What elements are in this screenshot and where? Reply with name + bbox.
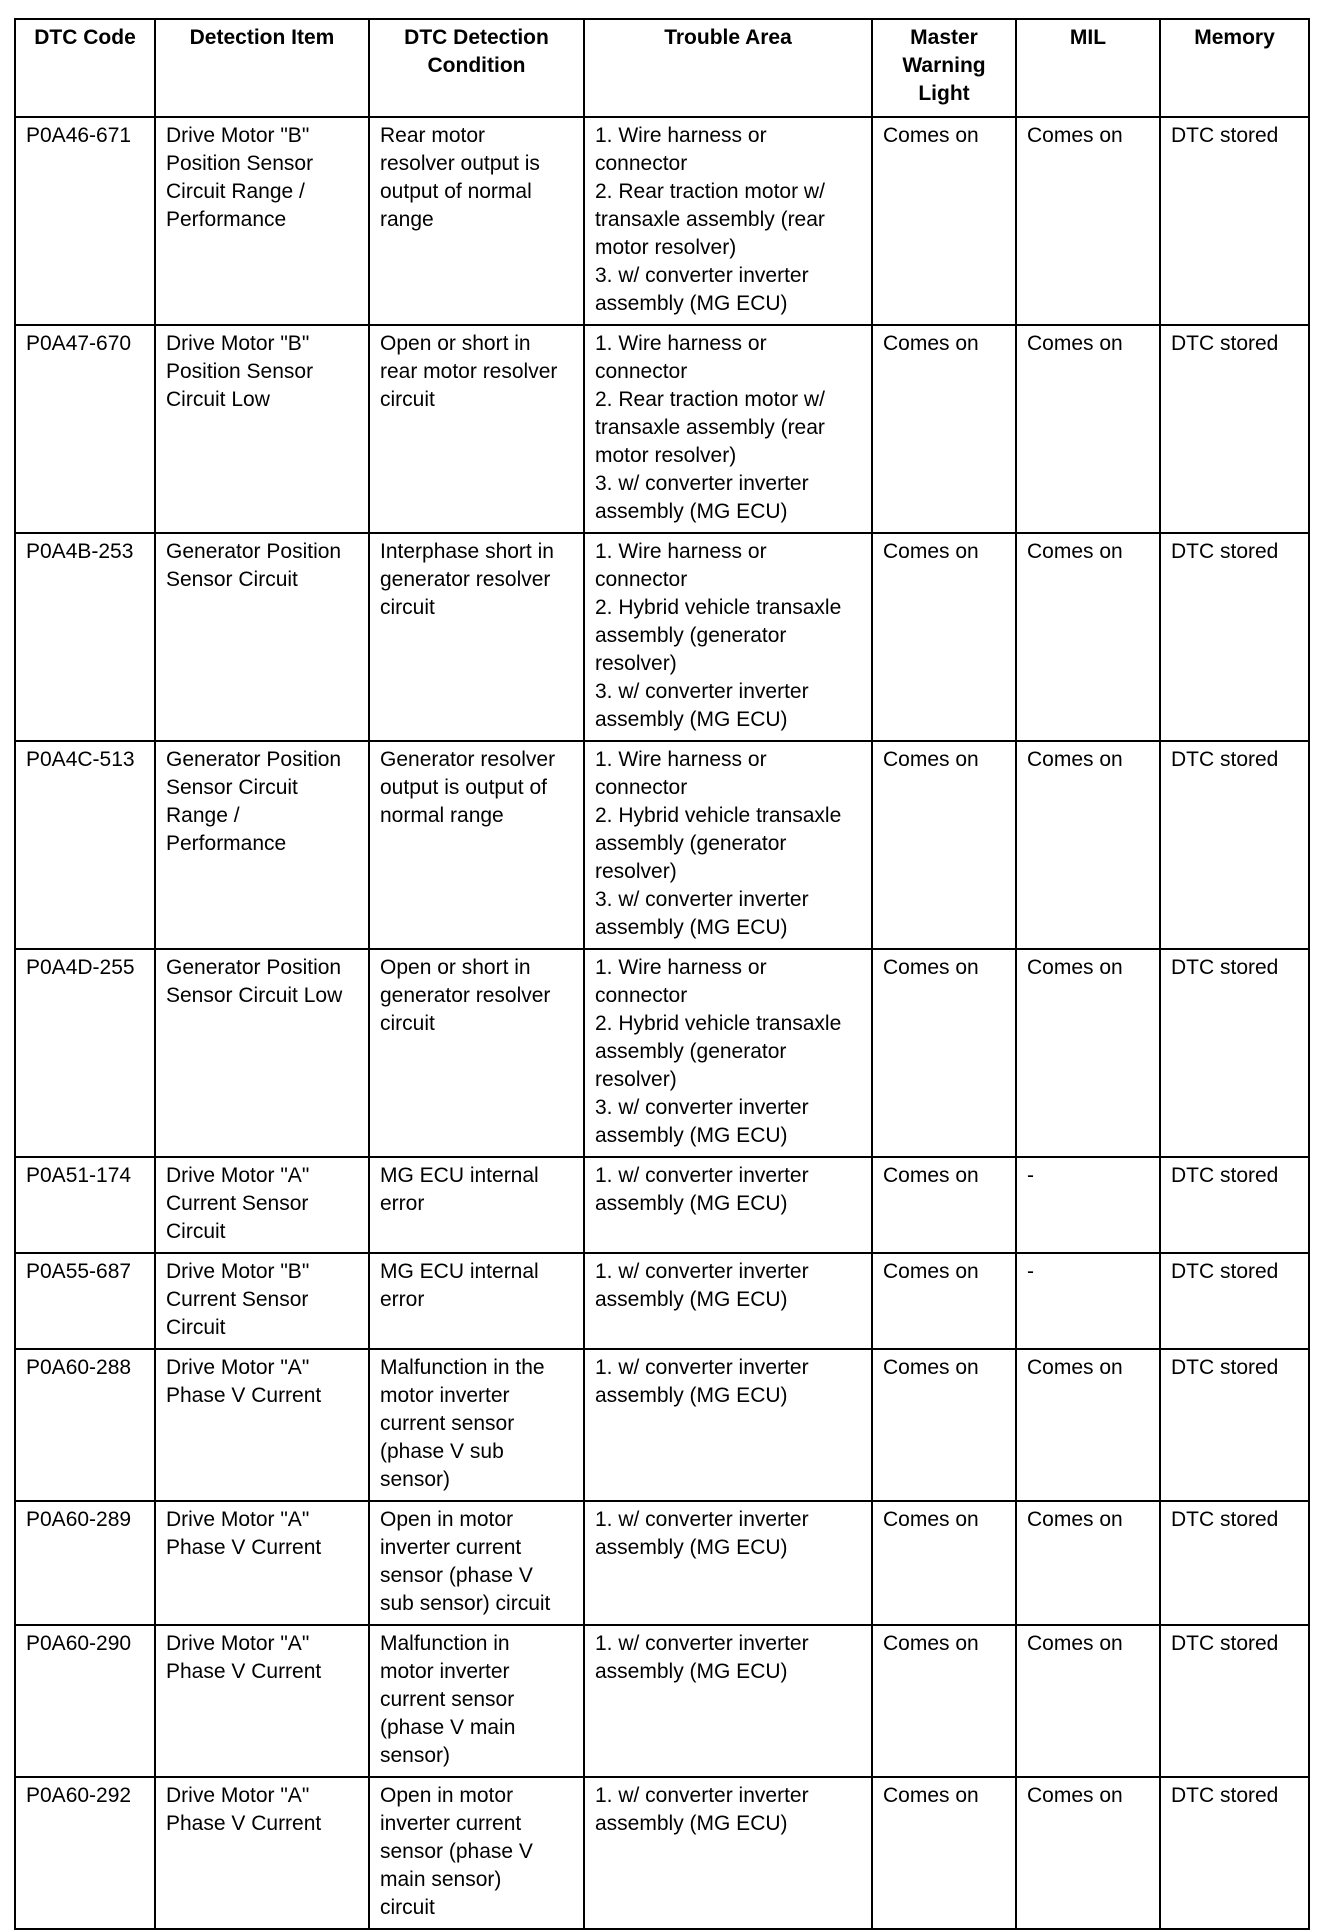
detection-item-cell bbox=[155, 1625, 369, 1777]
master-warning-light-cell-text: Comes on bbox=[883, 1784, 979, 1807]
mil-cell-text: Comes on bbox=[1027, 956, 1123, 979]
detection-item-cell bbox=[155, 1777, 369, 1929]
trouble-area-cell bbox=[584, 1157, 872, 1253]
dtc-table-body bbox=[15, 117, 1309, 1929]
memory-cell bbox=[1160, 1777, 1309, 1929]
dtc-code-cell-text: P0A47-670 bbox=[26, 332, 132, 355]
detection-condition-cell-text: Open in motor inverter current sensor (phase V main sensor) circuit bbox=[380, 1784, 533, 1919]
detection-item-cell bbox=[155, 1349, 369, 1501]
master-warning-light-cell-text: Comes on bbox=[883, 1632, 979, 1655]
mil-cell bbox=[1016, 949, 1160, 1157]
dtc-code-cell bbox=[15, 949, 155, 1157]
trouble-area-cell-text: 1. Wire harness or connector 2. Rear traction motor w/ transaxle assembly (rear motor resolver) 3. w/ converter inverter assembly (MG ECU) bbox=[595, 124, 825, 315]
table-row bbox=[15, 741, 1309, 949]
table-row bbox=[15, 325, 1309, 533]
header-master-warning-light: Master Warning Light bbox=[872, 19, 1016, 117]
master-warning-light-cell-text: Comes on bbox=[883, 1260, 979, 1283]
memory-cell bbox=[1160, 325, 1309, 533]
dtc-code-cell bbox=[15, 117, 155, 325]
trouble-area-cell bbox=[584, 1501, 872, 1625]
dtc-code-cell-text: P0A4D-255 bbox=[26, 956, 135, 979]
mil-cell bbox=[1016, 1349, 1160, 1501]
dtc-code-cell bbox=[15, 741, 155, 949]
trouble-area-cell-text: 1. w/ converter inverter assembly (MG ECU) bbox=[595, 1356, 809, 1407]
trouble-area-cell-text: 1. w/ converter inverter assembly (MG ECU) bbox=[595, 1260, 809, 1311]
trouble-area-cell-text: 1. w/ converter inverter assembly (MG ECU) bbox=[595, 1632, 809, 1683]
memory-cell bbox=[1160, 949, 1309, 1157]
memory-cell-text: DTC stored bbox=[1171, 748, 1279, 771]
mil-cell bbox=[1016, 741, 1160, 949]
detection-item-cell-text: Drive Motor "A" Phase V Current bbox=[166, 1632, 322, 1683]
memory-cell-text: DTC stored bbox=[1171, 540, 1279, 563]
memory-cell bbox=[1160, 117, 1309, 325]
detection-item-cell bbox=[155, 1157, 369, 1253]
trouble-area-cell-text: 1. Wire harness or connector 2. Rear traction motor w/ transaxle assembly (rear motor resolver) 3. w/ converter inverter assembly (MG ECU) bbox=[595, 332, 825, 523]
master-warning-light-cell-text: Comes on bbox=[883, 332, 979, 355]
mil-cell bbox=[1016, 533, 1160, 741]
dtc-table bbox=[14, 18, 1310, 1930]
detection-item-cell-text: Drive Motor "B" Position Sensor Circuit Range / Performance bbox=[166, 124, 314, 231]
detection-condition-cell bbox=[369, 1349, 584, 1501]
header-detection-condition: DTC Detection Condition bbox=[369, 19, 584, 117]
detection-item-cell-text: Drive Motor "A" Current Sensor Circuit bbox=[166, 1164, 310, 1243]
master-warning-light-cell-text: Comes on bbox=[883, 1356, 979, 1379]
mil-cell bbox=[1016, 1157, 1160, 1253]
detection-condition-cell bbox=[369, 117, 584, 325]
detection-item-cell bbox=[155, 533, 369, 741]
detection-item-cell bbox=[155, 741, 369, 949]
trouble-area-cell-text: 1. w/ converter inverter assembly (MG ECU) bbox=[595, 1508, 809, 1559]
memory-cell-text: DTC stored bbox=[1171, 1632, 1279, 1655]
trouble-area-cell-text: 1. Wire harness or connector 2. Hybrid vehicle transaxle assembly (generator resolver) 3. w/ converter inverter assembly (MG ECU) bbox=[595, 540, 842, 731]
detection-item-cell bbox=[155, 949, 369, 1157]
header-trouble-area: Trouble Area bbox=[584, 19, 872, 117]
trouble-area-cell bbox=[584, 741, 872, 949]
detection-item-cell-text: Generator Position Sensor Circuit bbox=[166, 540, 342, 591]
mil-cell-text: Comes on bbox=[1027, 124, 1123, 147]
header-row bbox=[15, 19, 1309, 117]
detection-item-cell-text: Generator Position Sensor Circuit Low bbox=[166, 956, 343, 1007]
mil-cell bbox=[1016, 325, 1160, 533]
detection-condition-cell-text: Open in motor inverter current sensor (phase V sub sensor) circuit bbox=[380, 1508, 551, 1615]
master-warning-light-cell bbox=[872, 1501, 1016, 1625]
memory-cell-text: DTC stored bbox=[1171, 1508, 1279, 1531]
detection-item-cell bbox=[155, 117, 369, 325]
memory-cell-text: DTC stored bbox=[1171, 1784, 1279, 1807]
master-warning-light-cell bbox=[872, 117, 1016, 325]
table-row bbox=[15, 1777, 1309, 1929]
detection-condition-cell bbox=[369, 325, 584, 533]
detection-item-cell-text: Drive Motor "A" Phase V Current bbox=[166, 1356, 322, 1407]
mil-cell bbox=[1016, 1253, 1160, 1349]
detection-condition-cell-text: Interphase short in generator resolver circuit bbox=[380, 540, 554, 619]
detection-item-cell bbox=[155, 325, 369, 533]
memory-cell-text: DTC stored bbox=[1171, 332, 1279, 355]
dtc-code-cell bbox=[15, 1253, 155, 1349]
detection-condition-cell-text: MG ECU internal error bbox=[380, 1164, 539, 1215]
trouble-area-cell bbox=[584, 949, 872, 1157]
master-warning-light-cell bbox=[872, 1157, 1016, 1253]
mil-cell-text: Comes on bbox=[1027, 1632, 1123, 1655]
mil-cell-text: Comes on bbox=[1027, 1508, 1123, 1531]
header-detection-item: Detection Item bbox=[155, 19, 369, 117]
trouble-area-cell-text: 1. Wire harness or connector 2. Hybrid vehicle transaxle assembly (generator resolver) 3. w/ converter inverter assembly (MG ECU) bbox=[595, 748, 842, 939]
dtc-code-cell-text: P0A4B-253 bbox=[26, 540, 134, 563]
dtc-code-cell bbox=[15, 325, 155, 533]
trouble-area-cell-text: 1. w/ converter inverter assembly (MG ECU) bbox=[595, 1784, 809, 1835]
dtc-code-cell bbox=[15, 1349, 155, 1501]
detection-condition-cell-text: Malfunction in motor inverter current sensor (phase V main sensor) bbox=[380, 1632, 516, 1767]
dtc-table-page bbox=[14, 18, 1308, 1930]
trouble-area-cell-text: 1. Wire harness or connector 2. Hybrid vehicle transaxle assembly (generator resolver) 3. w/ converter inverter assembly (MG ECU) bbox=[595, 956, 842, 1147]
dtc-code-cell-text: P0A46-671 bbox=[26, 124, 132, 147]
dtc-code-cell bbox=[15, 533, 155, 741]
memory-cell-text: DTC stored bbox=[1171, 1356, 1279, 1379]
master-warning-light-cell bbox=[872, 741, 1016, 949]
header-dtc-code: DTC Code bbox=[15, 19, 155, 117]
table-row bbox=[15, 117, 1309, 325]
dtc-code-cell-text: P0A60-289 bbox=[26, 1508, 132, 1531]
trouble-area-cell-text: 1. w/ converter inverter assembly (MG ECU) bbox=[595, 1164, 809, 1215]
memory-cell bbox=[1160, 1349, 1309, 1501]
memory-cell bbox=[1160, 1625, 1309, 1777]
dtc-code-cell-text: P0A4C-513 bbox=[26, 748, 135, 771]
detection-condition-cell-text: Rear motor resolver output is output of normal range bbox=[380, 124, 540, 231]
detection-item-cell-text: Generator Position Sensor Circuit Range / Performance bbox=[166, 748, 342, 855]
dtc-code-cell bbox=[15, 1625, 155, 1777]
table-row bbox=[15, 949, 1309, 1157]
mil-cell bbox=[1016, 1501, 1160, 1625]
master-warning-light-cell bbox=[872, 1777, 1016, 1929]
table-row bbox=[15, 1253, 1309, 1349]
detection-condition-cell-text: Generator resolver output is output of normal range bbox=[380, 748, 556, 827]
detection-condition-cell-text: MG ECU internal error bbox=[380, 1260, 539, 1311]
master-warning-light-cell-text: Comes on bbox=[883, 748, 979, 771]
memory-cell bbox=[1160, 1157, 1309, 1253]
detection-condition-cell bbox=[369, 1501, 584, 1625]
detection-item-cell bbox=[155, 1253, 369, 1349]
detection-condition-cell bbox=[369, 1625, 584, 1777]
mil-cell bbox=[1016, 1625, 1160, 1777]
dtc-code-cell-text: P0A55-687 bbox=[26, 1260, 132, 1283]
header-memory: Memory bbox=[1160, 19, 1309, 117]
detection-item-cell-text: Drive Motor "A" Phase V Current bbox=[166, 1508, 322, 1559]
dtc-code-cell-text: P0A60-288 bbox=[26, 1356, 132, 1379]
dtc-code-cell bbox=[15, 1157, 155, 1253]
memory-cell bbox=[1160, 741, 1309, 949]
detection-condition-cell bbox=[369, 533, 584, 741]
trouble-area-cell bbox=[584, 1349, 872, 1501]
detection-item-cell-text: Drive Motor "B" Current Sensor Circuit bbox=[166, 1260, 310, 1339]
table-row bbox=[15, 533, 1309, 741]
mil-cell-text: Comes on bbox=[1027, 1356, 1123, 1379]
memory-cell bbox=[1160, 1501, 1309, 1625]
table-row bbox=[15, 1625, 1309, 1777]
master-warning-light-cell bbox=[872, 1253, 1016, 1349]
memory-cell bbox=[1160, 1253, 1309, 1349]
memory-cell bbox=[1160, 533, 1309, 741]
master-warning-light-cell-text: Comes on bbox=[883, 1508, 979, 1531]
master-warning-light-cell-text: Comes on bbox=[883, 956, 979, 979]
master-warning-light-cell bbox=[872, 533, 1016, 741]
detection-item-cell-text: Drive Motor "B" Position Sensor Circuit Low bbox=[166, 332, 314, 411]
memory-cell-text: DTC stored bbox=[1171, 956, 1279, 979]
trouble-area-cell bbox=[584, 325, 872, 533]
memory-cell-text: DTC stored bbox=[1171, 1164, 1279, 1187]
detection-condition-cell bbox=[369, 741, 584, 949]
trouble-area-cell bbox=[584, 117, 872, 325]
master-warning-light-cell bbox=[872, 1625, 1016, 1777]
table-row bbox=[15, 1349, 1309, 1501]
mil-cell-text: Comes on bbox=[1027, 748, 1123, 771]
detection-condition-cell-text: Open or short in rear motor resolver circuit bbox=[380, 332, 558, 411]
mil-cell-text: Comes on bbox=[1027, 332, 1123, 355]
dtc-code-cell-text: P0A60-292 bbox=[26, 1784, 132, 1807]
master-warning-light-cell-text: Comes on bbox=[883, 540, 979, 563]
mil-cell-text: Comes on bbox=[1027, 1784, 1123, 1807]
trouble-area-cell bbox=[584, 1253, 872, 1349]
trouble-area-cell bbox=[584, 533, 872, 741]
detection-condition-cell bbox=[369, 1253, 584, 1349]
detection-item-cell bbox=[155, 1501, 369, 1625]
detection-condition-cell-text: Open or short in generator resolver circuit bbox=[380, 956, 551, 1035]
mil-cell-text: - bbox=[1027, 1164, 1034, 1187]
master-warning-light-cell bbox=[872, 1349, 1016, 1501]
master-warning-light-cell-text: Comes on bbox=[883, 1164, 979, 1187]
dtc-code-cell bbox=[15, 1501, 155, 1625]
table-row bbox=[15, 1157, 1309, 1253]
table-row bbox=[15, 1501, 1309, 1625]
mil-cell-text: Comes on bbox=[1027, 540, 1123, 563]
memory-cell-text: DTC stored bbox=[1171, 124, 1279, 147]
master-warning-light-cell-text: Comes on bbox=[883, 124, 979, 147]
trouble-area-cell bbox=[584, 1777, 872, 1929]
dtc-code-cell-text: P0A60-290 bbox=[26, 1632, 132, 1655]
dtc-code-cell bbox=[15, 1777, 155, 1929]
mil-cell bbox=[1016, 1777, 1160, 1929]
mil-cell-text: - bbox=[1027, 1260, 1034, 1283]
detection-item-cell-text: Drive Motor "A" Phase V Current bbox=[166, 1784, 322, 1835]
trouble-area-cell bbox=[584, 1625, 872, 1777]
dtc-code-cell-text: P0A51-174 bbox=[26, 1164, 132, 1187]
detection-condition-cell bbox=[369, 949, 584, 1157]
master-warning-light-cell bbox=[872, 325, 1016, 533]
master-warning-light-cell bbox=[872, 949, 1016, 1157]
memory-cell-text: DTC stored bbox=[1171, 1260, 1279, 1283]
detection-condition-cell-text: Malfunction in the motor inverter current sensor (phase V sub sensor) bbox=[380, 1356, 545, 1491]
detection-condition-cell bbox=[369, 1777, 584, 1929]
header-mil: MIL bbox=[1016, 19, 1160, 117]
detection-condition-cell bbox=[369, 1157, 584, 1253]
mil-cell bbox=[1016, 117, 1160, 325]
